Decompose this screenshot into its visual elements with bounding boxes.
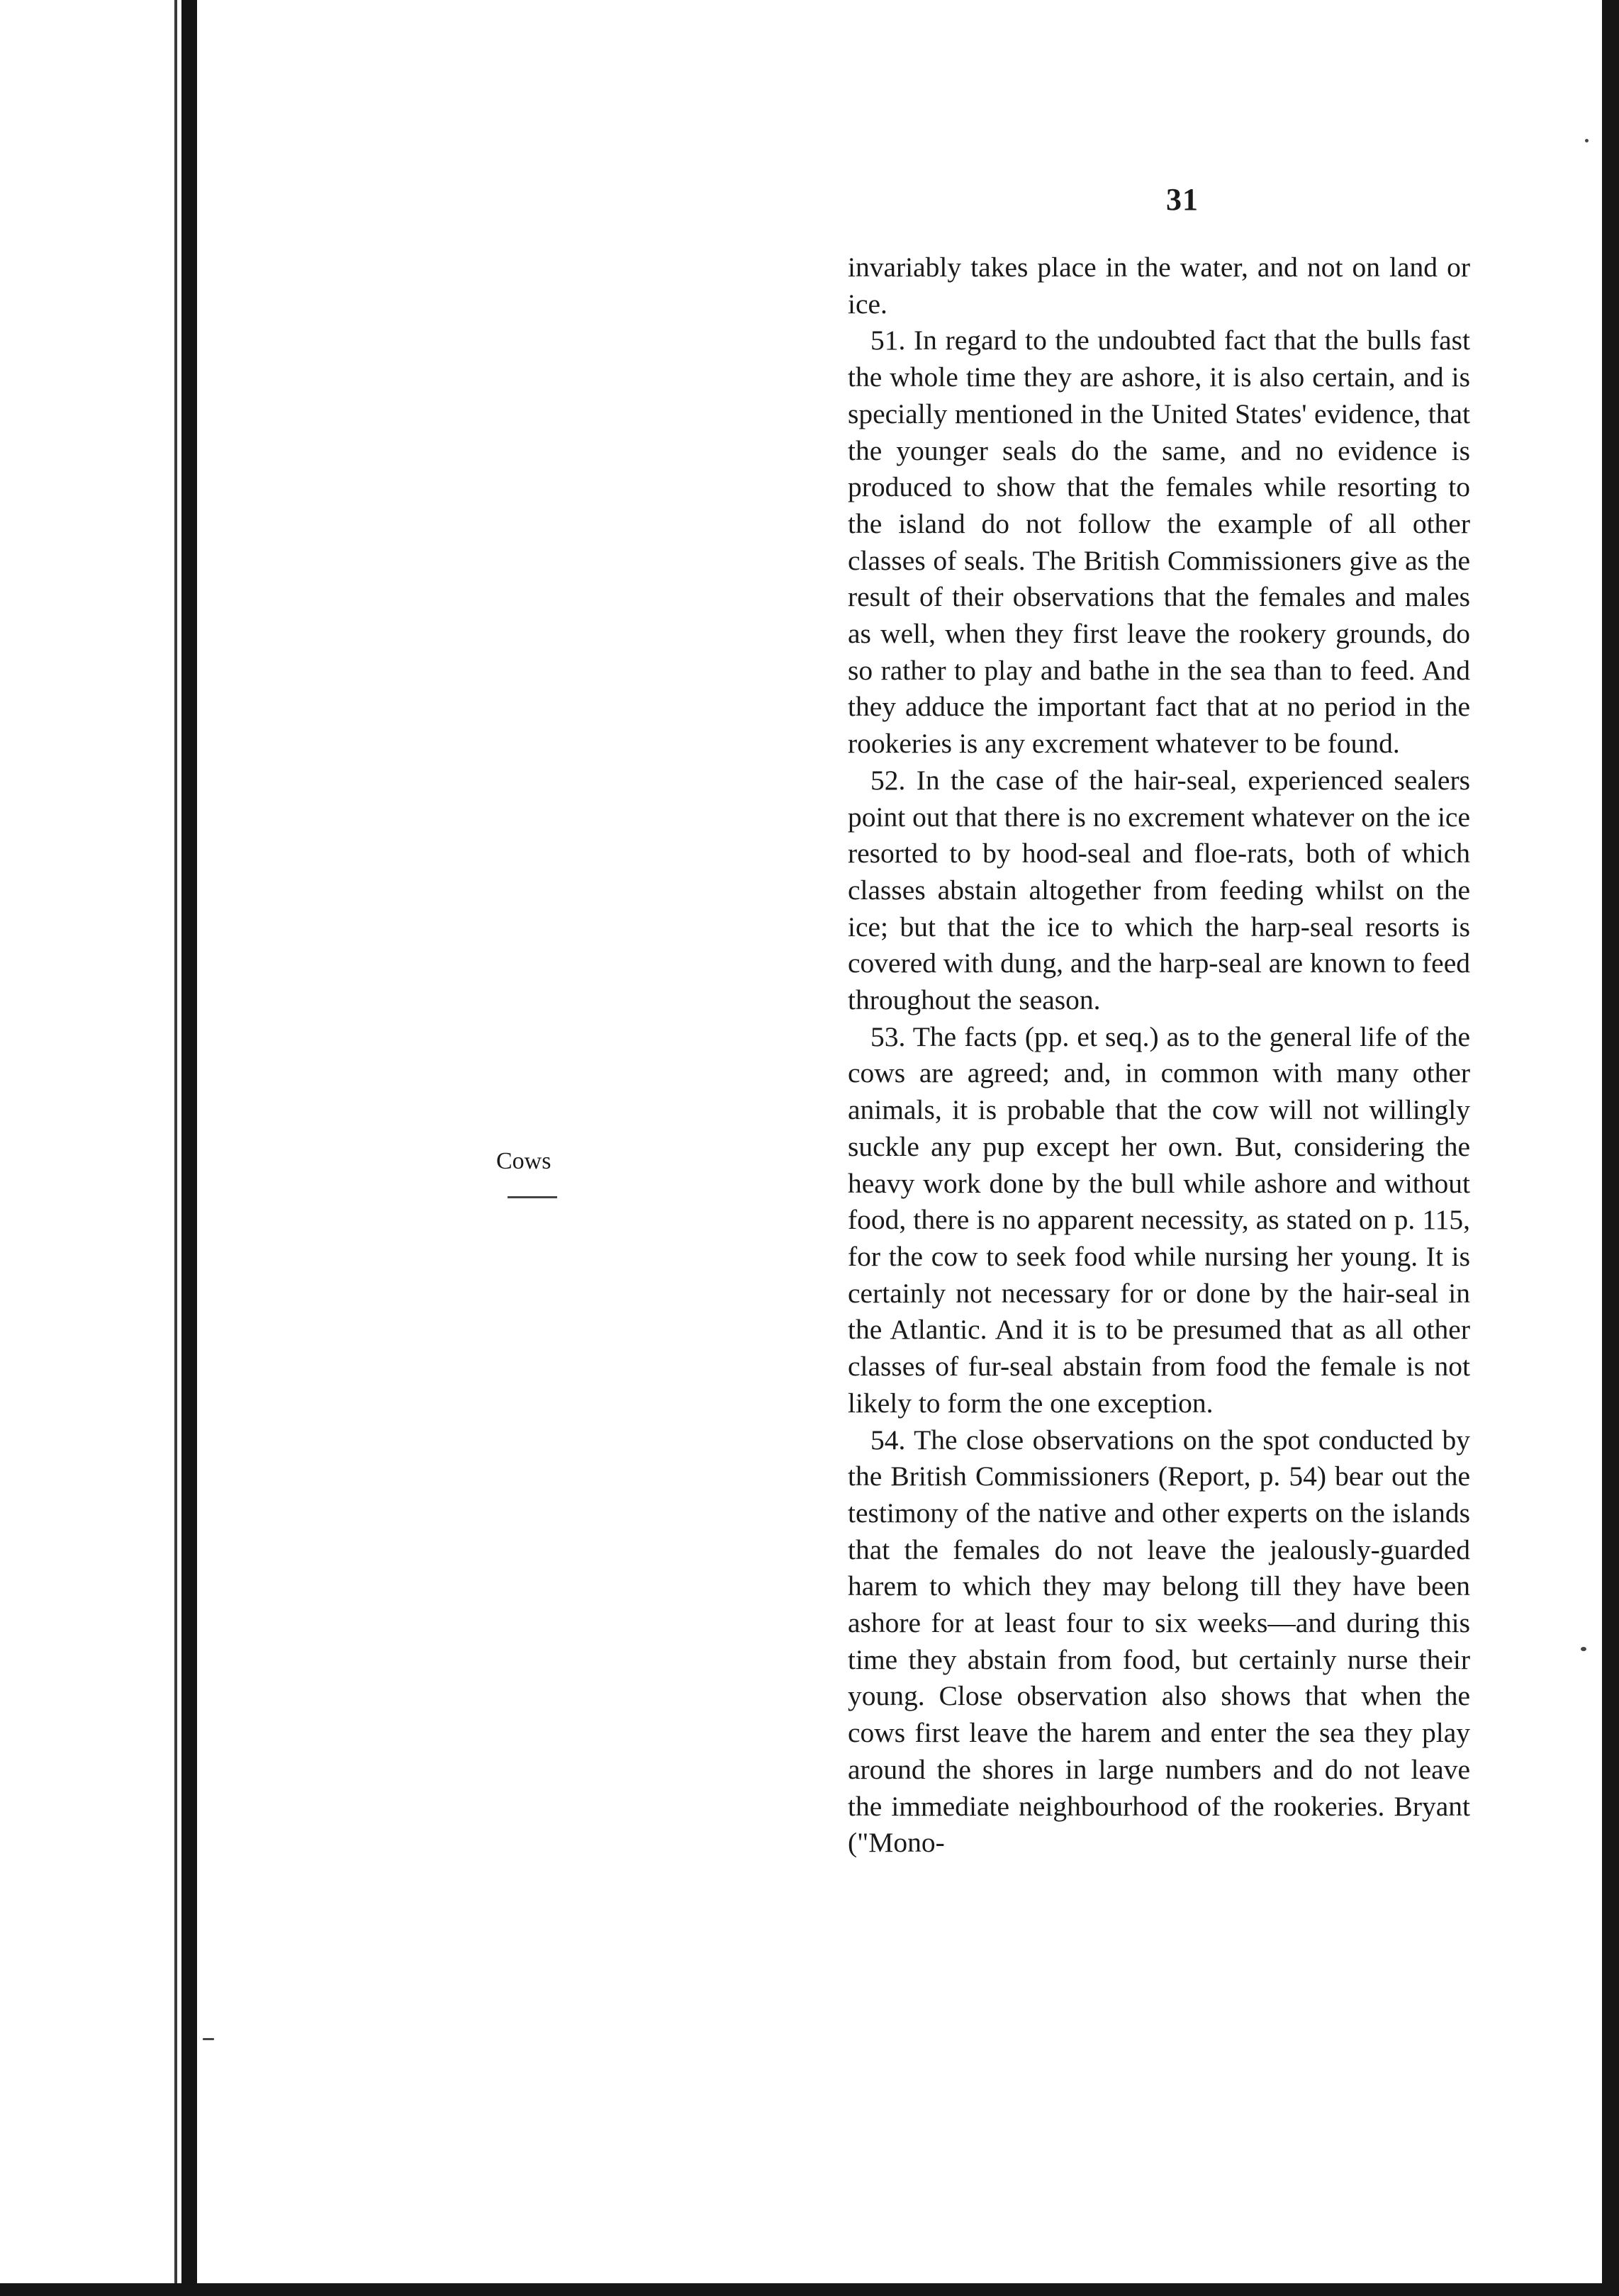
paragraph-54: 54. The close observations on the spot conducted by the British Commissioners (Report, p. 54) bear out the testimony of the native and other experts on the islands that the females do not leave the jealously-guarded harem to which they may belong till they have been ashore for at least four to six weeks—and during this time they abstain from food, but certainly nurse their young. Close observation also shows that when the cows first leave the harem and enter the sea they play around the shores in large numbers and do not leave the immediate neighbourhood of the rookeries. Bryant ("Mono- [848, 1424, 1470, 1859]
paragraph-53: 53. The facts (pp. et seq.) as to the general life of the cows are agreed; and, in common with many other animals, it is probable that the cow will not willingly suckle any pup except her own. But, considering the heavy work done by the bull while ashore and without food, there is no apparent necessity, as stated on p. 115, for the cow to seek food while nursing her young. It is certainly not necessary for or done by the hair-seal in the Atlantic. And it is to be presumed that as all other classes of fur-seal abstain from food the female is not likely to form the one exception. [848, 1020, 1470, 1419]
page-number: 31 [1166, 182, 1199, 217]
paragraph-52: 52. In the case of the hair-seal, experienced sealers point out that there is no excrement whatever on the ice resorted to by hood-seal and floe-rats, both of which classes abstain altogether from feeding whilst on the ice; but that the ice to which the harp-seal resorts is covered with dung, and the harp-seal are known to feed throughout the season. [848, 764, 1470, 1016]
paragraph-continued: invariably takes place in the water, and not on land or ice. [848, 252, 1470, 320]
margin-note: Cows [496, 1148, 551, 1174]
bottom-scan-border [0, 2283, 1619, 2296]
margin-note-underline [508, 1196, 557, 1198]
paragraph-51: 51. In regard to the undoubted fact that the bulls fast the whole time they are ashore, it is also certain, and is specially mentioned in the United States' evidence, that the younger seals do the same, and no evidence is produced to show that the females while resorting to the island do not follow the example of all other classes of seals. The British Commissioners give as the result of their observations that the females and males as well, when they first leave the rookery grounds, do so rather to play and bathe in the sea than to feed. And they adduce the important fact that at no period in the rookeries is any excrement whatever to be found. [848, 325, 1470, 760]
scan-speck [1581, 1647, 1586, 1651]
body-text [848, 249, 1470, 1862]
scan-speck [203, 2038, 214, 2040]
right-scan-border [1602, 0, 1619, 2296]
left-margin-area [0, 0, 181, 2296]
binding-edge [181, 0, 197, 2296]
binding-edge-thin [174, 0, 177, 2296]
scan-speck [1585, 139, 1589, 142]
